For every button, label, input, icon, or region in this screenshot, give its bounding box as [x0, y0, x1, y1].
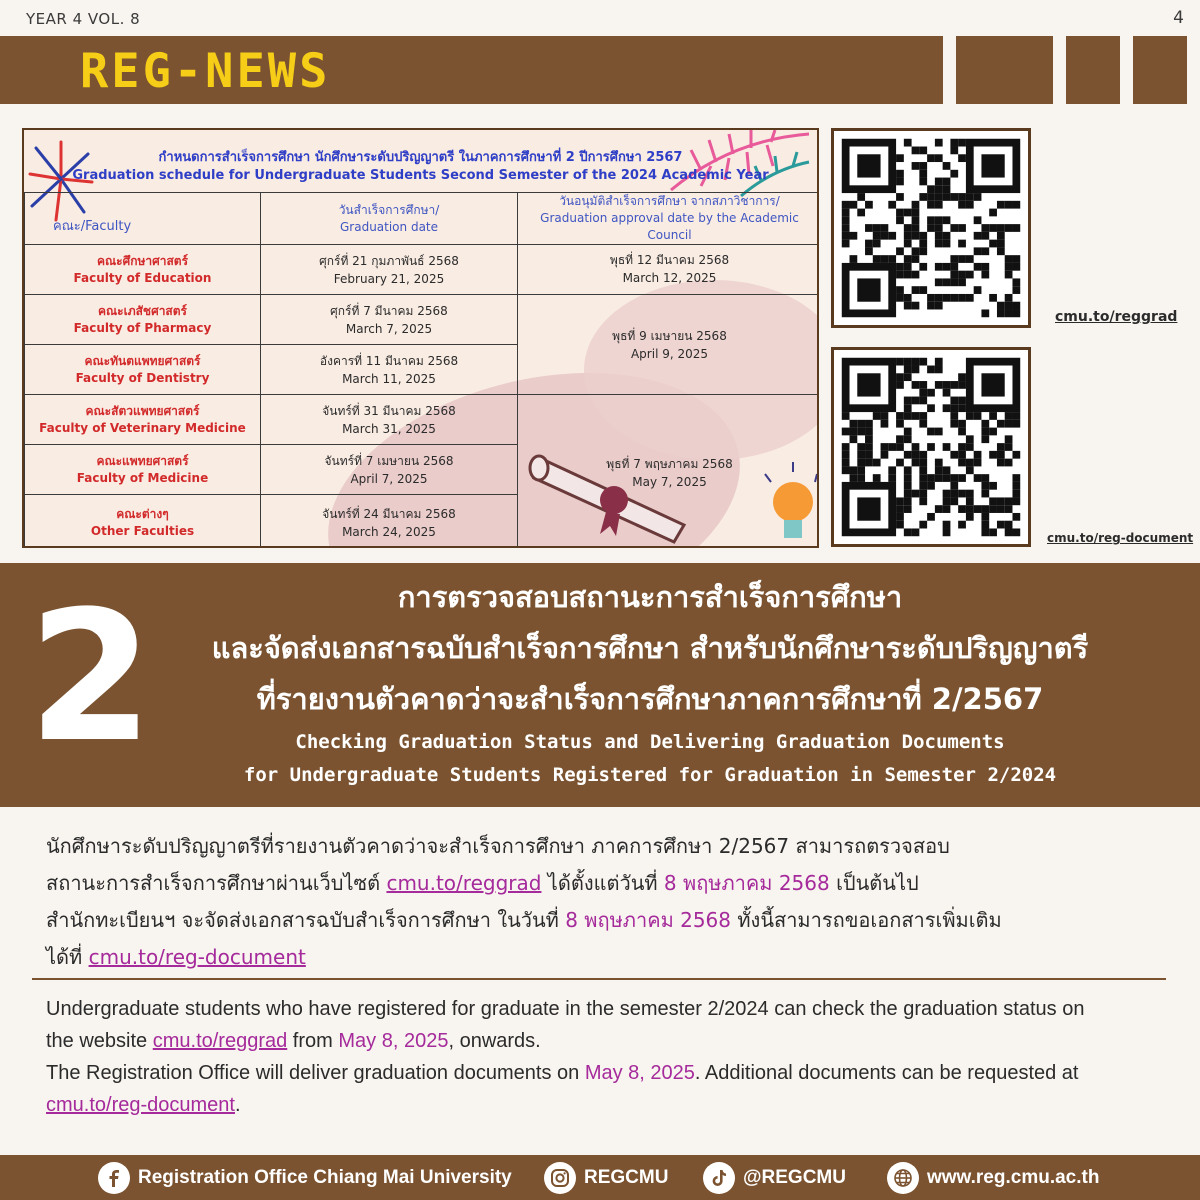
schedule-grid	[24, 192, 819, 548]
table-row: คณะต่างๆ Other Faculties จันทร์ที่ 24 มีนาคม 2568 March 24, 2025	[25, 495, 820, 549]
section-title-th-line3: ที่รายงานตัวคาดว่าจะสำเร็จการศึกษาภาคการศึกษาที่ 2/2567	[256, 682, 1044, 716]
instagram-label: REGCMU	[584, 1167, 669, 1188]
header-stripe	[1187, 36, 1200, 104]
header-stripe	[1120, 36, 1133, 104]
table-row: คณะสัตวแพทยศาสตร์ Faculty of Veterinary Medicine จันทร์ที่ 31 มีนาคม 2568 March 31, 2025 พุธที่ 7 พฤษภาคม 2568 May 7, 2025	[25, 395, 820, 445]
header-stripe	[943, 36, 956, 104]
header-stripe	[1053, 36, 1066, 104]
table-row: คณะแพทยศาสตร์ Faculty of Medicine จันทร์ที่ 7 เมษายน 2568 April 7, 2025	[25, 445, 820, 495]
tiktok-icon	[703, 1162, 735, 1194]
link-reggrad[interactable]: cmu.to/reggrad	[1055, 309, 1178, 325]
schedule-title-th: กำหนดการสำเร็จการศึกษา นักศึกษาระดับปริญญาตรี ในภาคการศึกษาที่ 2 ปีการศึกษา 2567	[158, 150, 683, 165]
col-header-date: วันสำเร็จการศึกษา/ Graduation date	[261, 193, 518, 245]
link-reggrad-inline-en[interactable]: cmu.to/reggrad	[152, 1030, 288, 1052]
section-title-en-line1: Checking Graduation Status and Delivering Graduation Documents	[295, 731, 1005, 753]
brand-title: REG-NEWS	[80, 44, 331, 99]
link-reg-document-inline[interactable]: cmu.to/reg-document	[88, 945, 306, 969]
body-text-en: Undergraduate students who have registered for graduate in the semester 2/2024 can check the graduation status on the website cmu.to/reggrad from May 8, 2025, onwards. The Registration Office will deliver graduation documents on May 8, 2025. Additional documents can be requested at cmu.to/reg-document.	[46, 998, 1085, 1116]
footer-instagram[interactable]	[544, 1162, 668, 1194]
footer-facebook[interactable]	[98, 1162, 512, 1194]
facebook-icon	[98, 1162, 130, 1194]
table-row: คณะทันตแพทยศาสตร์ Faculty of Dentistry อังคารที่ 11 มีนาคม 2568 March 11, 2025	[25, 345, 820, 395]
qr-code-reggrad[interactable]	[831, 128, 1031, 328]
footer-tiktok[interactable]	[703, 1162, 846, 1194]
globe-icon	[887, 1162, 919, 1194]
tiktok-label: @REGCMU	[743, 1167, 846, 1188]
link-reggrad-inline[interactable]: cmu.to/reggrad	[386, 871, 542, 895]
col-header-faculty: คณะ/Faculty	[25, 193, 261, 245]
body-text-th: นักศึกษาระดับปริญญาตรีที่รายงานตัวคาดว่าจะสำเร็จการศึกษา ภาคการศึกษา 2/2567 สามารถตรวจสอบ สถานะการสำเร็จการศึกษาผ่านเว็บไซต์ cmu.to/reggrad ได้ตั้งแต่วันที่ 8 พฤษภาคม 2568 เป็นต้นไป สำนักทะเบียนฯ จะจัดส่งเอกสารฉบับสำเร็จการศึกษา ในวันที่ 8 พฤษภาคม 2568 ทั้งนี้สามารถขอเอกสารเพิ่มเติม ได้ที่ cmu.to/reg-document	[46, 834, 1002, 969]
schedule-title-en: Graduation schedule for Undergraduate Students Second Semester of the 2024 Academic Year	[72, 168, 769, 183]
page-number: 4	[1173, 8, 1184, 28]
qr-code-reg-document[interactable]	[831, 347, 1031, 547]
section-title-th-line1: การตรวจสอบสถานะการสำเร็จการศึกษา	[397, 580, 903, 614]
link-reg-document-inline-en[interactable]: cmu.to/reg-document	[46, 1094, 235, 1116]
col-header-approval: วันอนุมัติสำเร็จการศึกษา จากสภาวิชาการ/ Graduation approval date by the Academic Council	[518, 193, 820, 245]
instagram-icon	[544, 1162, 576, 1194]
footer-website[interactable]	[887, 1162, 1099, 1194]
facebook-label: Registration Office Chiang Mai University	[138, 1167, 512, 1188]
section-title-th-line2: และจัดส่งเอกสารฉบับสำเร็จการศึกษา สำหรับนักศึกษาระดับปริญญาตรี	[211, 631, 1089, 665]
table-row: คณะศึกษาศาสตร์ Faculty of Education ศุกร์ที่ 21 กุมภาพันธ์ 2568 February 21, 2025 พุธที่ 12 มีนาคม 2568 March 12, 2025	[25, 245, 820, 295]
website-label: www.reg.cmu.ac.th	[927, 1167, 1100, 1188]
volume-label: YEAR 4 VOL. 8	[26, 10, 141, 28]
section-number: 2	[28, 573, 154, 782]
graduation-schedule-table	[22, 128, 819, 548]
divider	[32, 978, 1166, 980]
section-title-en-line2: for Undergraduate Students Registered for Graduation in Semester 2/2024	[243, 764, 1057, 786]
link-reg-document[interactable]: cmu.to/reg-document	[1047, 531, 1194, 545]
table-row: คณะเภสัชศาสตร์ Faculty of Pharmacy ศุกร์ที่ 7 มีนาคม 2568 March 7, 2025 พุธที่ 9 เมษายน 2568 April 9, 2025	[25, 295, 820, 345]
